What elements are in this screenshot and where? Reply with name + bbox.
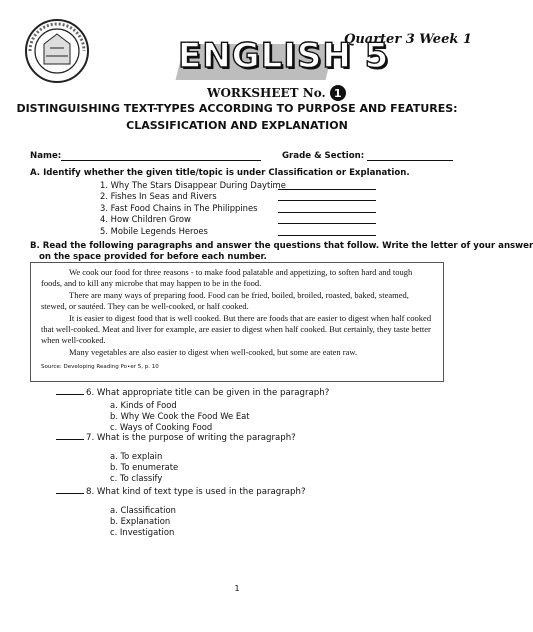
question-6 <box>56 388 329 433</box>
list-item <box>100 213 390 225</box>
list-item <box>100 190 390 202</box>
option-b: b. Explanation <box>110 516 171 526</box>
passage-paragraph: It is easier to digest food that is well cooked. But there are foods that are easier to digest when half cooked that well-cooked. Meat and liver for example, are easier to digest when half cooked. But certainly, they taste better when well-cooked. <box>41 312 432 346</box>
list-item <box>100 178 390 190</box>
question-stem: 6. What appropriate title can be given in the paragraph? <box>86 388 330 398</box>
question-8 <box>56 487 306 538</box>
answer-blank[interactable] <box>56 493 84 494</box>
answer-blank[interactable] <box>278 235 376 236</box>
answer-blank[interactable] <box>278 189 376 190</box>
answer-blank[interactable] <box>56 439 84 440</box>
part-a-list <box>100 178 390 236</box>
grade-section-blank[interactable] <box>367 160 453 161</box>
name-label: Name: <box>30 151 62 161</box>
passage-source: Source: Developing Reading Po∙er 5, p. 10 <box>41 364 159 371</box>
item-text: 3. Fast Food Chains in The Philippines <box>100 202 258 213</box>
part-b-instruction-line-1: B. Read the following paragraphs and answer the questions that follow. Write the letter of your answer <box>30 241 533 251</box>
part-a-instruction: A. Identify whether the given title/topic is under Classification or Explanation. <box>30 168 410 178</box>
page-number: 1 <box>234 584 240 593</box>
option-a: a. Classification <box>110 505 176 515</box>
answer-blank[interactable] <box>278 200 376 201</box>
passage-paragraph: We cook our food for three reasons - to make food palatable and appetizing, to soften hard and tough foods, and to kill any microbe that may happen to be in the food. <box>41 267 413 289</box>
worksheet-number-badge: 1 <box>330 85 346 101</box>
option-b: b. To enumerate <box>110 462 179 472</box>
item-text: 4. How Children Grow <box>100 214 191 225</box>
worksheet-label-text: WORKSHEET No. <box>207 86 326 100</box>
lesson-title-line-2: CLASSIFICATION AND EXPLANATION <box>126 119 348 132</box>
list-item <box>100 201 390 213</box>
quarter-week: Quarter 3 Week 1 <box>344 32 472 47</box>
worksheet-label <box>207 85 346 101</box>
option-c: c. To classify <box>110 473 163 483</box>
reading-passage-box <box>30 262 444 382</box>
question-stem: 7. What is the purpose of writing the paragraph? <box>86 433 296 443</box>
item-text: 1. Why The Stars Disappear During Daytime <box>100 179 286 190</box>
passage-paragraph: Many vegetables are also easier to digest when well-cooked, but some are eaten raw. <box>69 346 358 357</box>
option-b: b. Why We Cook the Food We Eat <box>110 411 250 421</box>
option-a: a. Kinds of Food <box>110 400 177 410</box>
part-b-instruction-line-2: on the space provided for before each number. <box>39 252 267 262</box>
name-field[interactable] <box>30 151 261 161</box>
name-blank[interactable] <box>61 160 261 161</box>
option-c: c. Ways of Cooking Food <box>110 422 213 432</box>
passage-paragraph: There are many ways of preparing food. Food can be fried, boiled, broiled, roasted, baked, steamed, stewed, or sautéed. They can be well-cooked, or half cooked. <box>41 289 409 312</box>
list-item <box>100 224 390 236</box>
option-a: a. To explain <box>110 451 163 461</box>
school-seal <box>24 18 90 84</box>
subject-title: ENGLISH 5 <box>178 36 390 76</box>
answer-blank[interactable] <box>278 212 376 213</box>
option-c: c. Investigation <box>110 527 175 537</box>
item-text: 5. Mobile Legends Heroes <box>100 225 208 236</box>
answer-blank[interactable] <box>278 223 376 224</box>
lesson-title-line-1: DISTINGUISHING TEXT-TYPES ACCORDING TO PURPOSE AND FEATURES: <box>16 102 458 115</box>
item-text: 2. Fishes In Seas and Rivers <box>100 191 217 202</box>
answer-blank[interactable] <box>56 394 84 395</box>
grade-section-field[interactable] <box>282 151 453 161</box>
question-stem: 8. What kind of text type is used in the paragraph? <box>86 487 306 497</box>
grade-section-label: Grade & Section: <box>282 151 365 161</box>
question-7 <box>56 433 296 484</box>
